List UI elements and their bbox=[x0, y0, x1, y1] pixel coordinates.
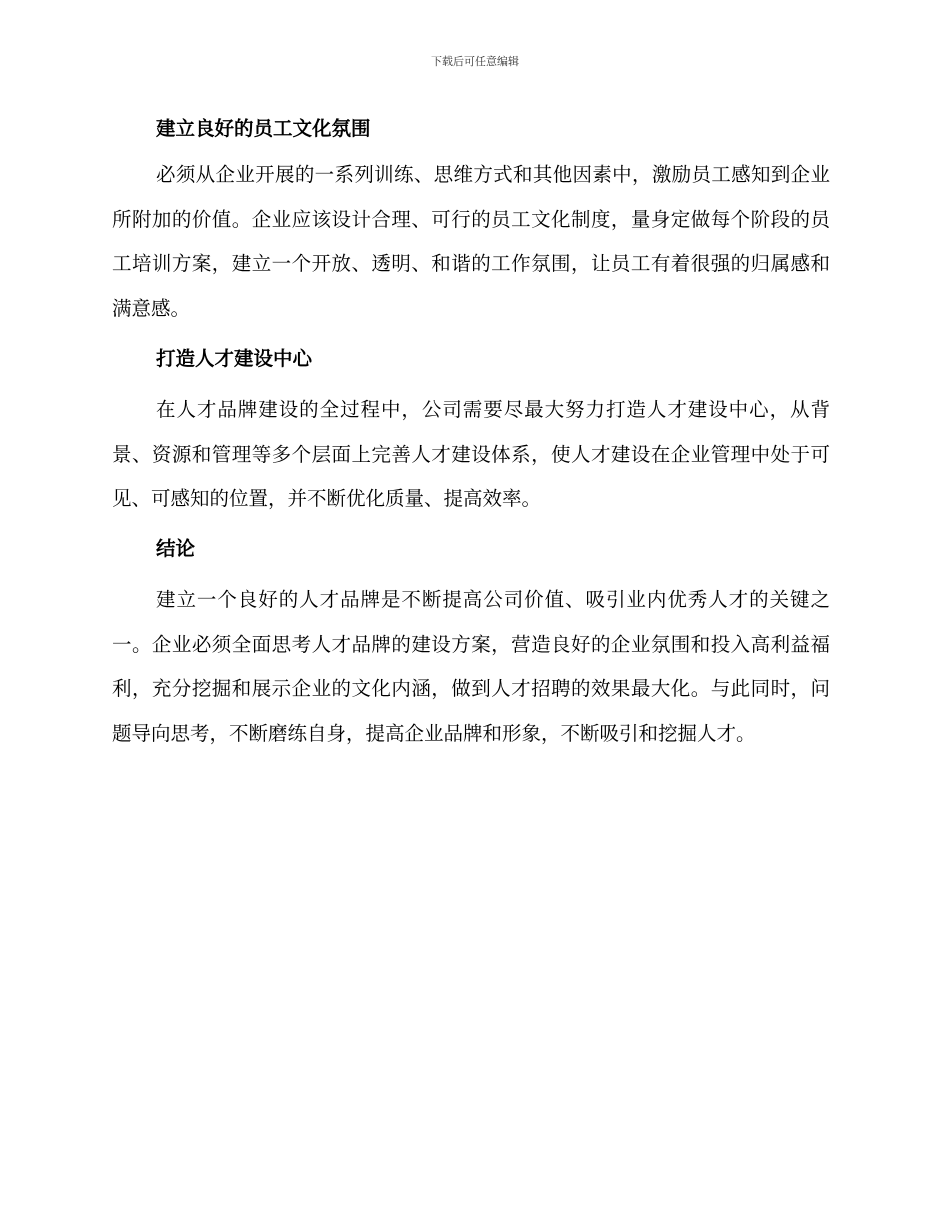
page-header: 下载后可任意编辑 bbox=[431, 55, 519, 68]
section-heading-talent-center: 打造人才建设中心 bbox=[156, 346, 313, 370]
section-paragraph-employee-culture: 必须从企业开展的一系列训练、思维方式和其他因素中，激励员工感知到企业所附加的价值。企业应该设计合理、可行的员工文化制度，量身定做每个阶段的员工培训方案，建立一个开放、透明、和谐的工作氛围，让员工有着很强的归属感和满意感。 bbox=[112, 163, 830, 321]
section-heading-conclusion: 结论 bbox=[156, 536, 196, 560]
document-body bbox=[112, 112, 830, 757]
section-heading-employee-culture: 建立良好的员工文化氛围 bbox=[156, 117, 371, 140]
section-paragraph-talent-center: 在人才品牌建设的全过程中，公司需要尽最大努力打造人才建设中心，从背景、资源和管理等多个层面上完善人才建设体系，使人才建设在企业管理中处于可见、可感知的位置，并不断优化质量、提高效率。 bbox=[112, 397, 830, 511]
section-paragraph-conclusion: 建立一个良好的人才品牌是不断提高公司价值、吸引业内优秀人才的关键之一。企业必须全面思考人才品牌的建设方案，营造良好的企业氛围和投入高利益福利，充分挖掘和展示企业的文化内涵，做到人才招聘的效果最大化。与此同时，问题导向思考，不断磨练自身，提高企业品牌和形象，不断吸引和挖掘人才。 bbox=[112, 587, 830, 746]
